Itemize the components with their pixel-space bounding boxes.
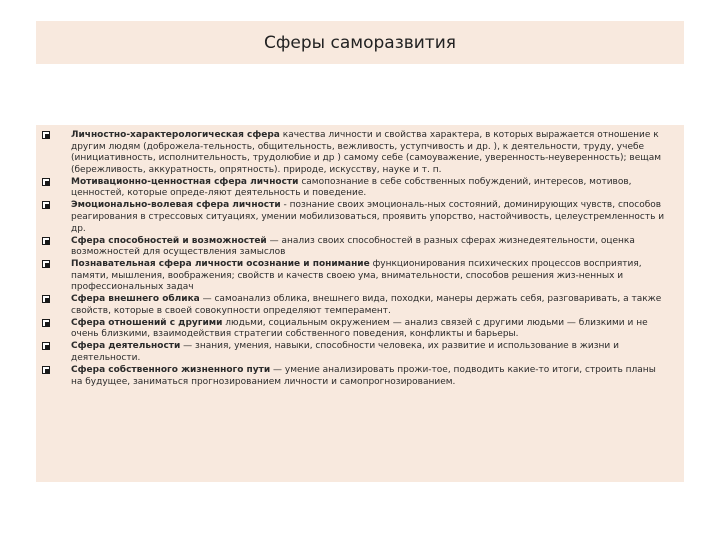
sphere-description: качества личности и свойства характера, в которых выражается отношение к другим людям (доброжела-тельность, общительность, вежливость, уступчивость и др. ), к деятельности, труду, учебе (инициативность, исполнительность, трудолюбие и др ) самому себе (самоуважение, уверенность-неуверенность); вещам (бережливость, аккуратность, опрятность). природе, искусству, науке и т. п. [71,130,662,175]
sphere-description: — анализ своих способностей в разных сферах жизнедеятельности, оценка возможностей для осуществления замыслов [71,235,635,258]
bullet-list [0,130,684,389]
checkbox-bullet-icon [42,319,50,327]
sphere-description: самопознание в себе собственных побуждений, интересов, мотивов, ценностей, которые опреде-ляют деятельность и поведение. [71,176,632,199]
sphere-term: Сфера способностей и возможностей [71,235,267,246]
list-item [0,318,684,341]
list-item [0,341,684,364]
sphere-description: людьми, социальным окружением — анализ связей с другими людьми — близкими и не очень близкими, взаимодействия стратегии собственного поведения, конфликты и барьеры. [71,317,648,340]
list-item [0,294,684,317]
slide-title: Сферы саморазвития [264,32,456,53]
sphere-term: Сфера отношений с другими [71,317,223,328]
sphere-term: Сфера деятельности [71,341,181,352]
list-item [0,236,684,259]
title-band [36,21,684,64]
sphere-term: Познавательная сфера личности осознание и понимание [71,259,370,270]
list-item [0,130,684,176]
sphere-description: — самоанализ облика, внешнего вида, походки, манеры держать себя, разговаривать, а также свойств, которые в своей совокупности определяют темперамент. [71,294,662,316]
checkbox-bullet-icon [42,178,50,186]
checkbox-bullet-icon [42,260,50,268]
sphere-term: Личностно-характерологическая сфера [71,130,280,140]
list-item [0,200,684,235]
checkbox-bullet-icon [42,237,50,245]
sphere-description: функционирования психических процессов восприятия, памяти, мышления, воображения; свойств и качеств своею ума, внимательности, способов решения жиз-ненных и профессиональных задач [71,259,642,293]
list-item [0,365,684,388]
sphere-description: - познание своих эмоциональ-ных состояний, доминирующих чувств, способов реагирования в стрессовых ситуациях, умении мобилизоваться, проявить упорство, настойчивость, целеустремленность и др. [71,200,665,234]
list-item [0,177,684,200]
checkbox-bullet-icon [42,201,50,209]
checkbox-bullet-icon [42,366,50,374]
list-item [0,259,684,294]
checkbox-bullet-icon [42,131,50,139]
checkbox-bullet-icon [42,295,50,303]
sphere-term: Мотивационно-ценностная сфера личности [71,176,299,187]
sphere-term: Сфера собственного жизненного пути [71,365,271,375]
sphere-term: Сфера внешнего облика [71,294,200,305]
sphere-term: Эмоционально-волевая сфера личности [71,200,281,211]
sphere-description: — умение анализировать прожи-тое, подводить какие-то итоги, строить планы на будущее, заниматься прогнозированием личности и самопрогнозированием. [71,365,656,387]
checkbox-bullet-icon [42,342,50,350]
sphere-description: — знания, умения, навыки, способности человека, их развитие и использование в жизни и деятельности. [71,341,619,364]
